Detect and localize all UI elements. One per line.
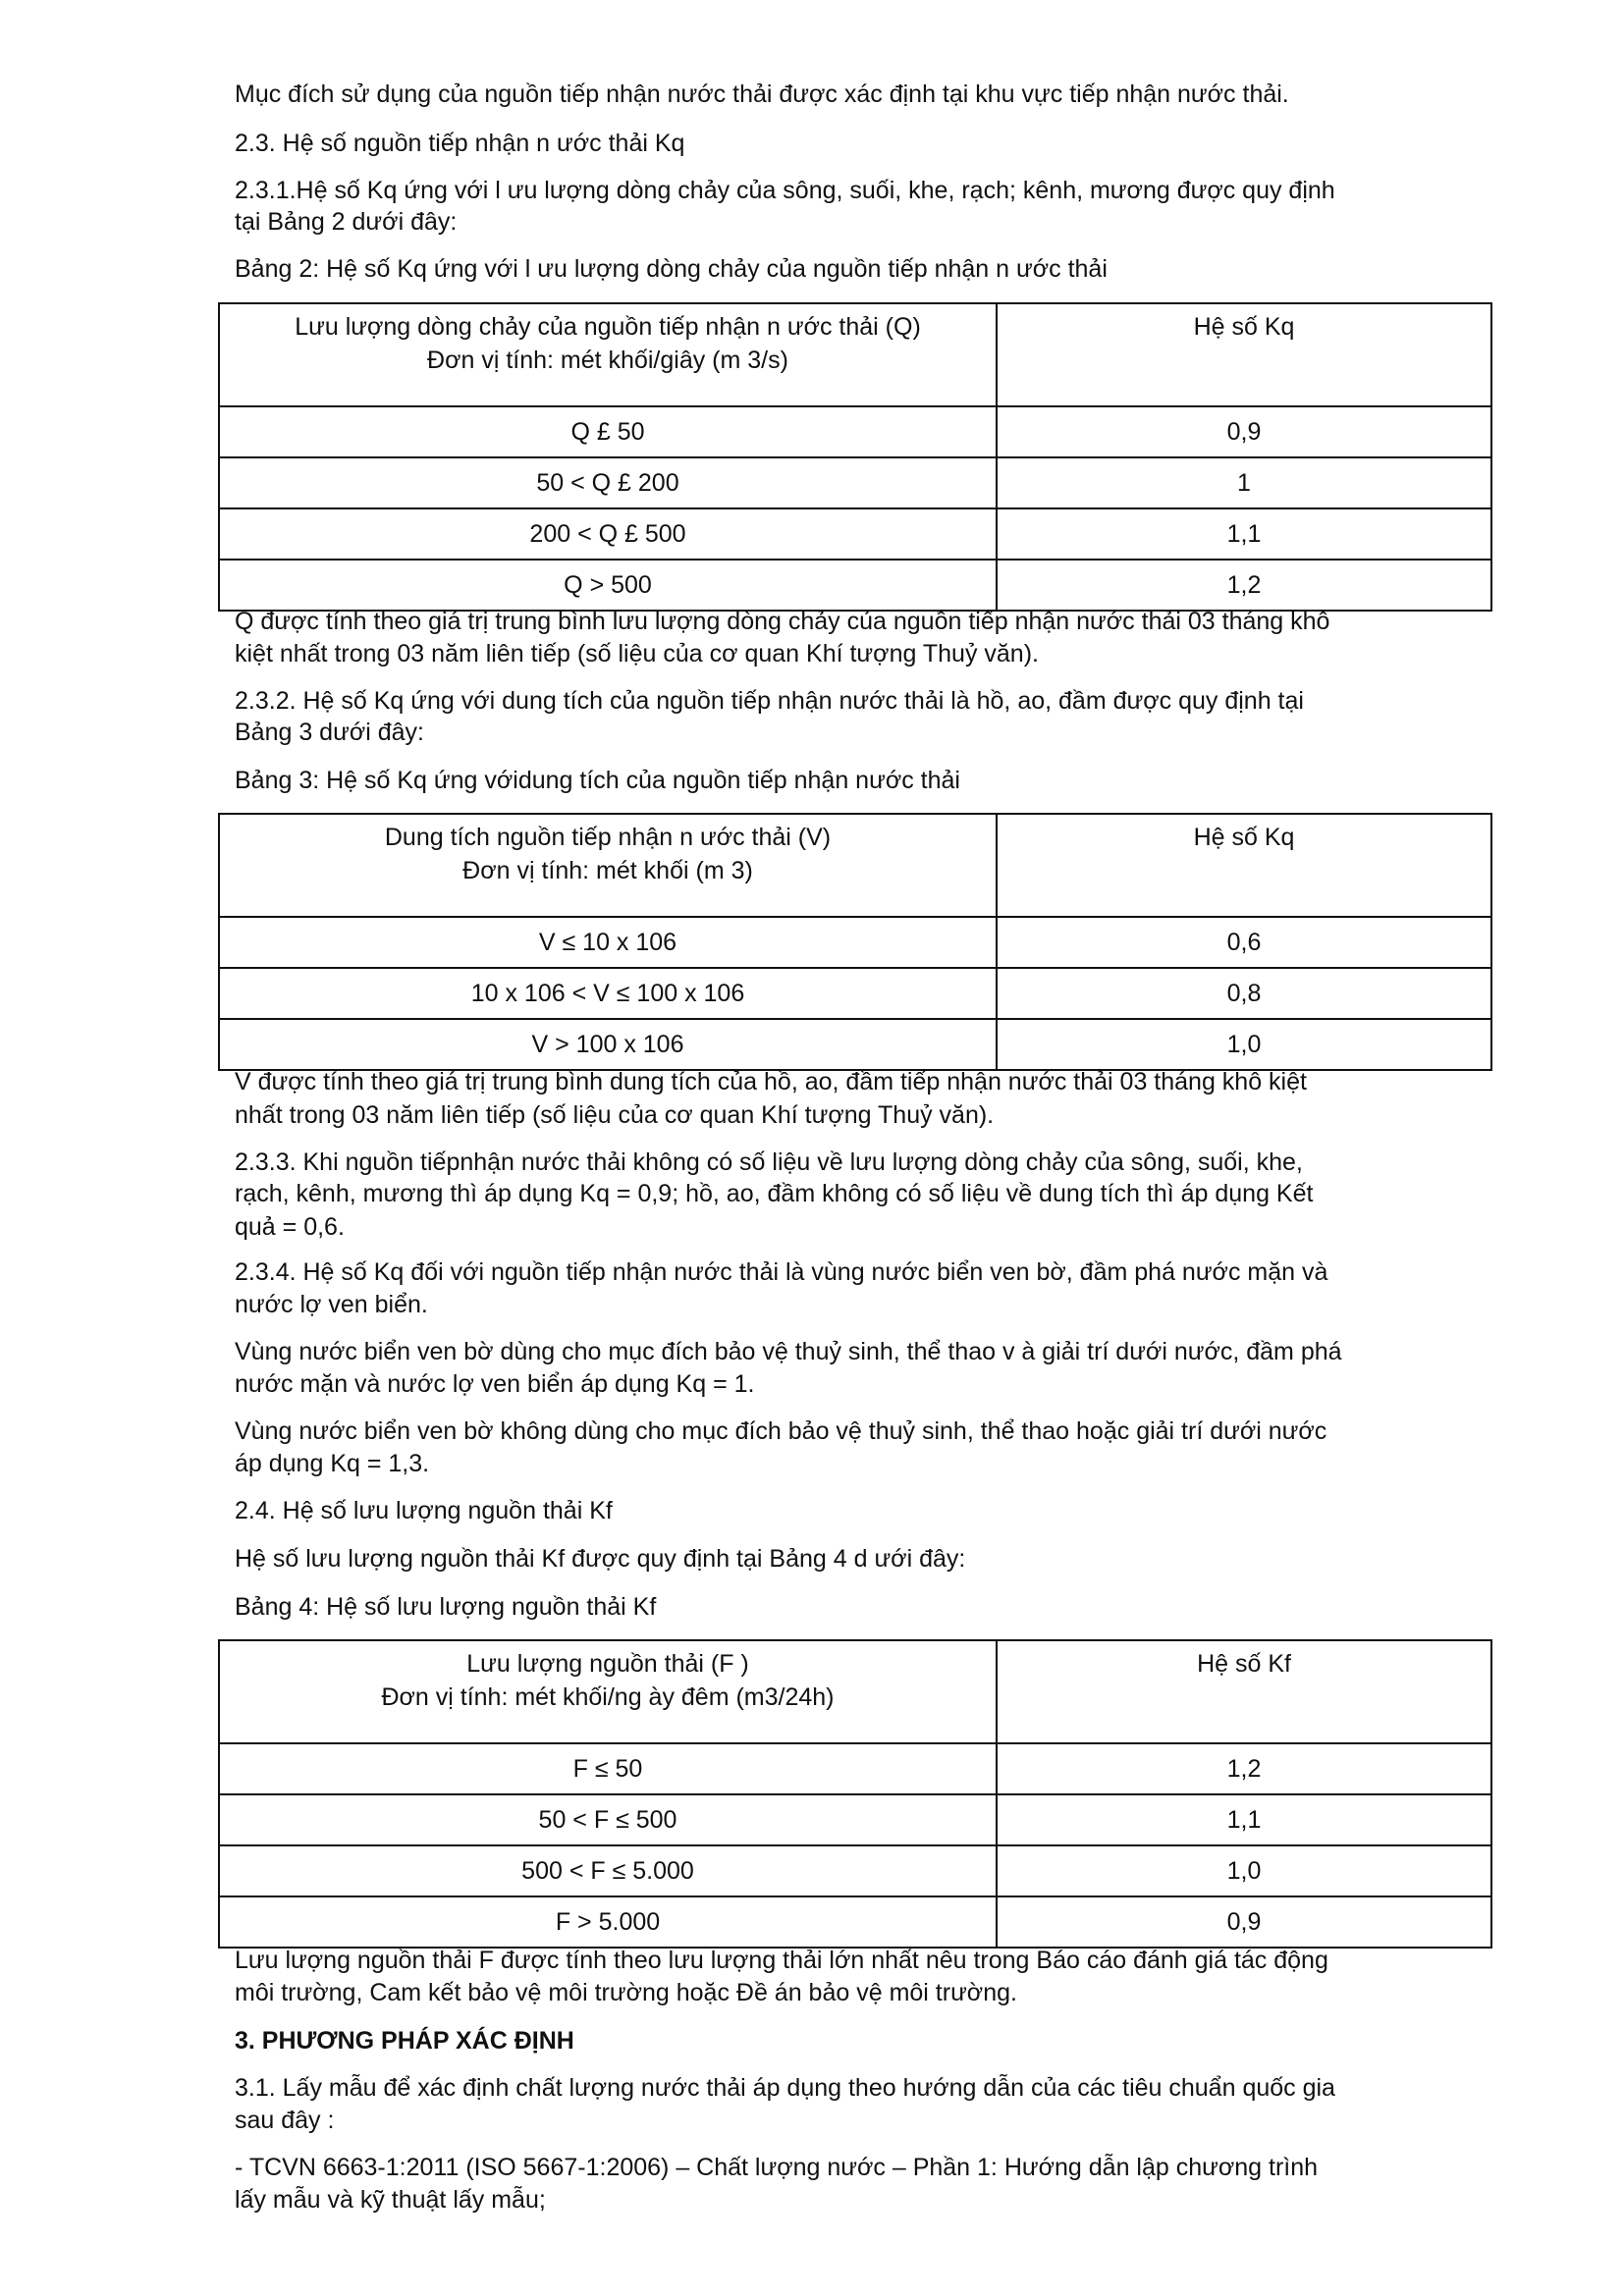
table-header bbox=[219, 303, 997, 406]
paragraph: lấy mẫu và kỹ thuật lấy mẫu; bbox=[235, 2186, 546, 2214]
paragraph: sau đây : bbox=[235, 2107, 335, 2134]
table-header: Hệ số Kq bbox=[997, 814, 1491, 917]
header-text: Lưu lượng dòng chảy của nguồn tiếp nhận n ước thải (Q) bbox=[295, 313, 921, 341]
section-heading-2-3: 2.3. Hệ số nguồn tiếp nhận n ước thải Kq bbox=[235, 130, 685, 157]
header-text: Dung tích nguồn tiếp nhận n ước thải (V) bbox=[384, 824, 832, 851]
cell: 0,6 bbox=[997, 917, 1491, 968]
paragraph: 3.1. Lấy mẫu để xác định chất lượng nước thải áp dụng theo hướng dẫn của các tiêu chuẩn quốc gia bbox=[235, 2074, 1335, 2102]
paragraph: môi trường, Cam kết bảo vệ môi trường hoặc Đề án bảo vệ môi trường. bbox=[235, 1979, 1017, 2006]
paragraph: V được tính theo giá trị trung bình dung tích của hồ, ao, đầm tiếp nhận nước thải 03 tháng khô kiệt bbox=[235, 1068, 1307, 1095]
cell: 200 < Q £ 500 bbox=[219, 508, 997, 560]
table-row bbox=[219, 560, 1491, 611]
table-row bbox=[219, 508, 1491, 560]
table-caption: Bảng 2: Hệ số Kq ứng với l ưu lượng dòng chảy của nguồn tiếp nhận n ước thải bbox=[235, 255, 1108, 283]
paragraph: tại Bảng 2 dưới đây: bbox=[235, 208, 458, 236]
paragraph: 2.3.4. Hệ số Kq đối với nguồn tiếp nhận nước thải là vùng nước biển ven bờ, đầm phá nước mặn và bbox=[235, 1258, 1328, 1286]
paragraph: 2.3.3. Khi nguồn tiếpnhận nước thải không có số liệu về lưu lượng dòng chảy của sông, suối, khe, bbox=[235, 1148, 1303, 1176]
cell: 1,2 bbox=[997, 1743, 1491, 1794]
header-unit: Đơn vị tính: mét khối/ng ày đêm (m3/24h) bbox=[381, 1683, 835, 1711]
cell: F > 5.000 bbox=[219, 1896, 997, 1948]
paragraph: rạch, kênh, mương thì áp dụng Kq = 0,9; hồ, ao, đầm không có số liệu về dung tích thì áp dụng Kết bbox=[235, 1180, 1314, 1207]
paragraph: Lưu lượng nguồn thải F được tính theo lưu lượng thải lớn nhất nêu trong Báo cáo đánh giá tác động bbox=[235, 1947, 1328, 1974]
table-2 bbox=[218, 302, 1492, 612]
table-header: Hệ số Kq bbox=[997, 303, 1491, 406]
paragraph: quả = 0,6. bbox=[235, 1213, 345, 1241]
table-row bbox=[219, 1845, 1491, 1896]
section-heading-3: 3. PHƯƠNG PHÁP XÁC ĐỊNH bbox=[235, 2027, 574, 2055]
paragraph: Bảng 3 dưới đây: bbox=[235, 719, 424, 746]
paragraph: kiệt nhất trong 03 năm liên tiếp (số liệu của cơ quan Khí tượng Thuỷ văn). bbox=[235, 640, 1039, 667]
table-row bbox=[219, 968, 1491, 1019]
table-row bbox=[219, 1896, 1491, 1948]
cell: 50 < Q £ 200 bbox=[219, 457, 997, 508]
paragraph: Vùng nước biển ven bờ dùng cho mục đích bảo vệ thuỷ sinh, thể thao v à giải trí dưới nước, đầm phá bbox=[235, 1338, 1342, 1365]
cell: 1,2 bbox=[997, 560, 1491, 611]
table-4 bbox=[218, 1639, 1492, 1949]
table-row bbox=[219, 917, 1491, 968]
paragraph: Mục đích sử dụng của nguồn tiếp nhận nước thải được xác định tại khu vực tiếp nhận nước thải. bbox=[235, 80, 1289, 108]
paragraph: Q được tính theo giá trị trung bình lưu lượng dòng chảy của nguồn tiếp nhận nước thải 03 tháng khô bbox=[235, 608, 1330, 635]
paragraph: áp dụng Kq = 1,3. bbox=[235, 1450, 430, 1477]
table-header bbox=[219, 814, 997, 917]
cell: 1,0 bbox=[997, 1019, 1491, 1070]
cell: 0,9 bbox=[997, 1896, 1491, 1948]
header-unit: Đơn vị tính: mét khối/giây (m 3/s) bbox=[427, 347, 788, 374]
table-header bbox=[219, 1640, 997, 1743]
paragraph: 2.3.1.Hệ số Kq ứng với l ưu lượng dòng chảy của sông, suối, khe, rạch; kênh, mương được quy định bbox=[235, 177, 1335, 204]
cell: 0,8 bbox=[997, 968, 1491, 1019]
table-caption: Bảng 4: Hệ số lưu lượng nguồn thải Kf bbox=[235, 1593, 657, 1621]
cell: 10 x 106 < V ≤ 100 x 106 bbox=[219, 968, 997, 1019]
table-row bbox=[219, 1019, 1491, 1070]
paragraph: - TCVN 6663-1:2011 (ISO 5667-1:2006) – Chất lượng nước – Phần 1: Hướng dẫn lập chương trình bbox=[235, 2154, 1319, 2181]
cell: V ≤ 10 x 106 bbox=[219, 917, 997, 968]
cell: 1,1 bbox=[997, 508, 1491, 560]
header-unit: Đơn vị tính: mét khối (m 3) bbox=[462, 857, 753, 884]
cell: Q > 500 bbox=[219, 560, 997, 611]
paragraph: Hệ số lưu lượng nguồn thải Kf được quy định tại Bảng 4 d ưới đây: bbox=[235, 1545, 966, 1573]
cell: 1,1 bbox=[997, 1794, 1491, 1845]
cell: 500 < F ≤ 5.000 bbox=[219, 1845, 997, 1896]
table-header: Hệ số Kf bbox=[997, 1640, 1491, 1743]
cell: 1 bbox=[997, 457, 1491, 508]
header-text: Lưu lượng nguồn thải (F ) bbox=[466, 1650, 749, 1678]
cell: 1,0 bbox=[997, 1845, 1491, 1896]
paragraph: nước mặn và nước lợ ven biển áp dụng Kq = 1. bbox=[235, 1370, 755, 1398]
cell: V > 100 x 106 bbox=[219, 1019, 997, 1070]
cell: 0,9 bbox=[997, 406, 1491, 457]
paragraph: nhất trong 03 năm liên tiếp (số liệu của cơ quan Khí tượng Thuỷ văn). bbox=[235, 1101, 995, 1129]
table-row bbox=[219, 1794, 1491, 1845]
paragraph: nước lợ ven biển. bbox=[235, 1291, 428, 1318]
paragraph: Vùng nước biển ven bờ không dùng cho mục đích bảo vệ thuỷ sinh, thể thao hoặc giải trí dưới nước bbox=[235, 1417, 1327, 1445]
table-row bbox=[219, 1743, 1491, 1794]
section-heading-2-4: 2.4. Hệ số lưu lượng nguồn thải Kf bbox=[235, 1497, 613, 1524]
table-row bbox=[219, 457, 1491, 508]
cell: F ≤ 50 bbox=[219, 1743, 997, 1794]
table-caption: Bảng 3: Hệ số Kq ứng vớidung tích của nguồn tiếp nhận nước thải bbox=[235, 767, 960, 794]
table-3 bbox=[218, 813, 1492, 1071]
cell: 50 < F ≤ 500 bbox=[219, 1794, 997, 1845]
paragraph: 2.3.2. Hệ số Kq ứng với dung tích của nguồn tiếp nhận nước thải là hồ, ao, đầm được quy định tại bbox=[235, 687, 1304, 715]
cell: Q £ 50 bbox=[219, 406, 997, 457]
table-row bbox=[219, 406, 1491, 457]
